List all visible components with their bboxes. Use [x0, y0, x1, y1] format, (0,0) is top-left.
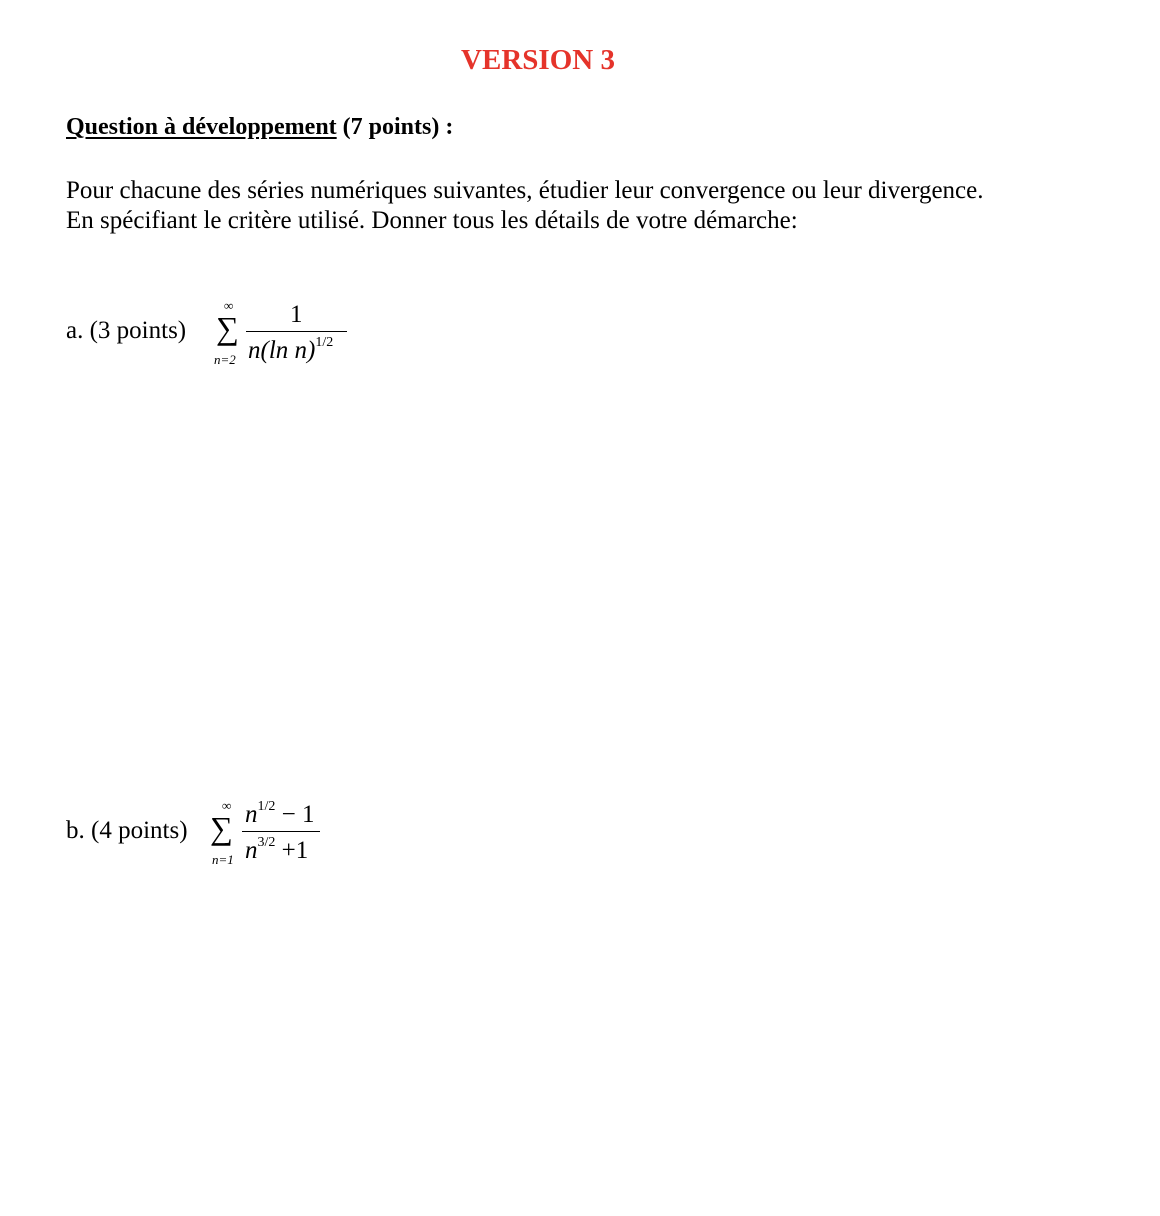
series-b-numerator-base: n [245, 801, 258, 828]
series-b-numerator-exponent: 1/2 [257, 799, 276, 814]
series-a-denominator-exponent: 1/2 [315, 335, 334, 350]
instructions-paragraph: Pour chacune des séries numériques suivantes, étudier leur convergence ou leur divergence. En spécifiant le critère utilisé. Donner tous les détails de votre démarche: [66, 177, 984, 234]
series-a-upper-limit: ∞ [224, 298, 234, 313]
item-b [66, 800, 466, 880]
item-a [66, 300, 466, 380]
series-b-denominator-exponent: 3/2 [257, 835, 276, 850]
series-a-lower-limit: n=2 [214, 352, 236, 367]
series-b-upper-limit: ∞ [222, 798, 232, 813]
series-b [206, 800, 466, 880]
question-points: (7 points) : [336, 114, 454, 140]
series-a [206, 300, 466, 380]
version-title: VERSION 3 [461, 44, 615, 76]
series-a-denominator [248, 337, 333, 365]
series-b-denominator-base: n [245, 837, 258, 864]
series-b-lower-limit: n=1 [212, 852, 234, 867]
series-a-denominator-base: n(ln n) [248, 337, 316, 364]
series-b-denominator-tail: +1 [281, 837, 309, 864]
series-b-numerator [245, 801, 315, 829]
question-title: Question à développement [66, 114, 337, 140]
series-b-numerator-tail: − 1 [281, 801, 315, 828]
sigma-icon: ∑ [210, 810, 233, 846]
series-b-fraction-bar [242, 831, 320, 832]
series-a-fraction-bar [246, 331, 347, 332]
item-a-label: a. (3 points) [66, 317, 187, 344]
sigma-icon: ∑ [216, 310, 239, 346]
question-heading [66, 114, 453, 141]
series-b-denominator [245, 837, 308, 865]
series-a-numerator: 1 [290, 301, 303, 328]
item-b-label: b. (4 points) [66, 817, 188, 844]
